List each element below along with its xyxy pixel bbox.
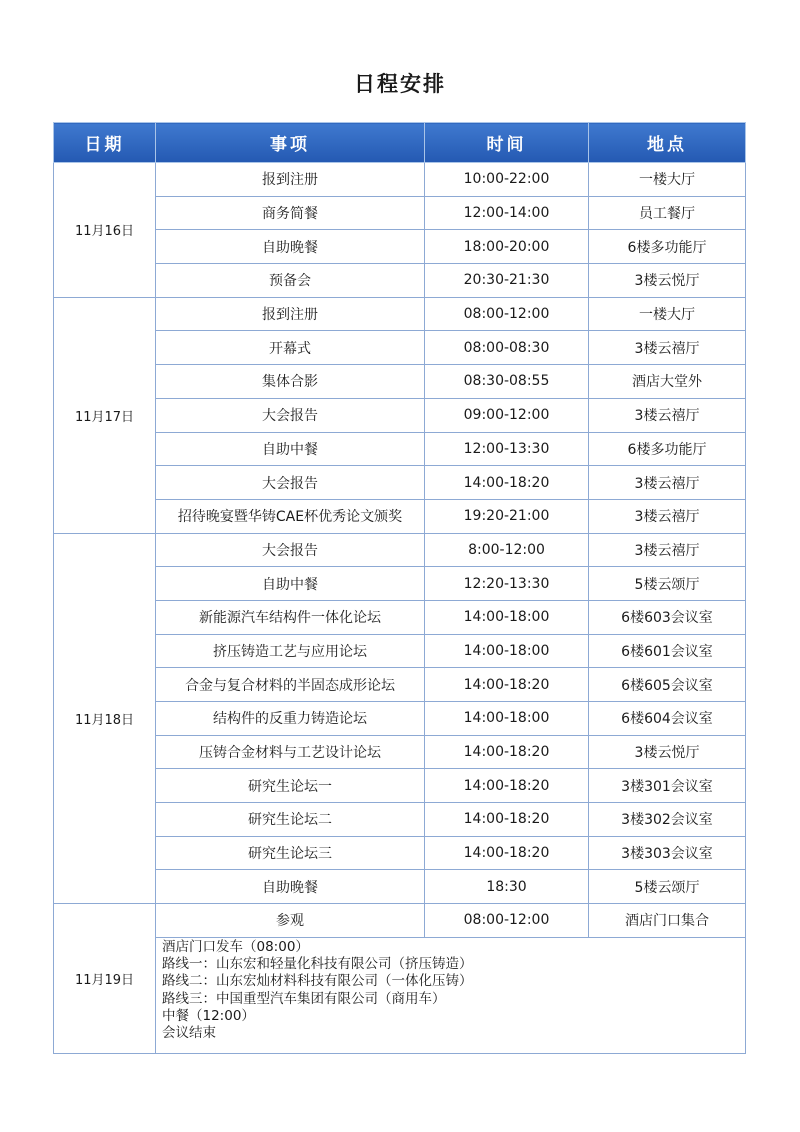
time-cell: 14:00-18:00 bbox=[425, 600, 589, 634]
event-cell: 新能源汽车结构件一体化论坛 bbox=[156, 600, 425, 634]
date-cell: 11月17日 bbox=[54, 297, 156, 533]
table-row bbox=[54, 432, 746, 466]
place-cell: 3楼云悦厅 bbox=[589, 264, 746, 298]
time-cell: 08:00-12:00 bbox=[425, 297, 589, 331]
place-cell: 3楼云禧厅 bbox=[589, 331, 746, 365]
place-cell: 5楼云颂厅 bbox=[589, 567, 746, 601]
note-line: 路线二：山东宏灿材料科技有限公司（一体化压铸） bbox=[162, 973, 473, 990]
date-cell: 11月18日 bbox=[54, 533, 156, 904]
table-row bbox=[54, 466, 746, 500]
event-cell: 合金与复合材料的半固态成形论坛 bbox=[156, 668, 425, 702]
event-cell: 自助晚餐 bbox=[156, 230, 425, 264]
place-cell: 3楼云禧厅 bbox=[589, 533, 746, 567]
table-row bbox=[54, 230, 746, 264]
event-cell: 报到注册 bbox=[156, 163, 425, 197]
table-row bbox=[54, 331, 746, 365]
time-cell: 14:00-18:20 bbox=[425, 668, 589, 702]
time-cell: 20:30-21:30 bbox=[425, 264, 589, 298]
header-time: 时间 bbox=[425, 123, 589, 163]
time-cell: 14:00-18:20 bbox=[425, 803, 589, 837]
time-cell: 14:00-18:20 bbox=[425, 836, 589, 870]
page-title: 日程安排 bbox=[354, 72, 446, 96]
place-cell: 3楼302会议室 bbox=[589, 803, 746, 837]
place-cell: 6楼多功能厅 bbox=[589, 230, 746, 264]
event-cell: 自助中餐 bbox=[156, 567, 425, 601]
place-cell: 6楼603会议室 bbox=[589, 600, 746, 634]
table-row bbox=[54, 702, 746, 736]
time-cell: 12:00-14:00 bbox=[425, 196, 589, 230]
note-line: 路线三：中国重型汽车集团有限公司（商用车） bbox=[162, 990, 446, 1007]
place-cell: 3楼301会议室 bbox=[589, 769, 746, 803]
notes-row bbox=[54, 937, 746, 1053]
event-cell: 研究生论坛一 bbox=[156, 769, 425, 803]
place-cell: 3楼云禧厅 bbox=[589, 499, 746, 533]
time-cell: 14:00-18:00 bbox=[425, 634, 589, 668]
table-row bbox=[54, 600, 746, 634]
table-row bbox=[54, 803, 746, 837]
time-cell: 08:30-08:55 bbox=[425, 365, 589, 399]
time-cell: 10:00-22:00 bbox=[425, 163, 589, 197]
time-cell: 18:30 bbox=[425, 870, 589, 904]
table-row bbox=[54, 398, 746, 432]
header-event: 事项 bbox=[156, 123, 425, 163]
table-row bbox=[54, 365, 746, 399]
note-line: 会议结束 bbox=[162, 1025, 216, 1042]
table-row bbox=[54, 668, 746, 702]
time-cell: 14:00-18:00 bbox=[425, 702, 589, 736]
time-cell: 12:00-13:30 bbox=[425, 432, 589, 466]
place-cell: 6楼604会议室 bbox=[589, 702, 746, 736]
event-cell: 参观 bbox=[156, 904, 425, 938]
event-cell: 挤压铸造工艺与应用论坛 bbox=[156, 634, 425, 668]
event-cell: 商务简餐 bbox=[156, 196, 425, 230]
place-cell: 6楼多功能厅 bbox=[589, 432, 746, 466]
event-cell: 自助中餐 bbox=[156, 432, 425, 466]
time-cell: 19:20-21:00 bbox=[425, 499, 589, 533]
event-cell: 招待晚宴暨华铸CAE杯优秀论文颁奖 bbox=[156, 499, 425, 533]
header-place: 地点 bbox=[589, 123, 746, 163]
table-row bbox=[54, 163, 746, 197]
place-cell: 员工餐厅 bbox=[589, 196, 746, 230]
table-row bbox=[54, 904, 746, 938]
table-row bbox=[54, 634, 746, 668]
time-cell: 14:00-18:20 bbox=[425, 769, 589, 803]
note-line: 酒店门口发车（08:00） bbox=[162, 938, 309, 955]
time-cell: 08:00-12:00 bbox=[425, 904, 589, 938]
place-cell: 3楼303会议室 bbox=[589, 836, 746, 870]
event-cell: 研究生论坛三 bbox=[156, 836, 425, 870]
place-cell: 酒店大堂外 bbox=[589, 365, 746, 399]
note-line: 路线一：山东宏和轻量化科技有限公司（挤压铸造） bbox=[162, 956, 473, 973]
event-cell: 研究生论坛二 bbox=[156, 803, 425, 837]
place-cell: 6楼605会议室 bbox=[589, 668, 746, 702]
time-cell: 14:00-18:20 bbox=[425, 735, 589, 769]
event-cell: 开幕式 bbox=[156, 331, 425, 365]
table-row bbox=[54, 567, 746, 601]
table-row bbox=[54, 870, 746, 904]
header-date: 日期 bbox=[54, 123, 156, 163]
table-row bbox=[54, 735, 746, 769]
table-row bbox=[54, 836, 746, 870]
event-cell: 压铸合金材料与工艺设计论坛 bbox=[156, 735, 425, 769]
schedule-table bbox=[53, 122, 746, 1054]
event-cell: 集体合影 bbox=[156, 365, 425, 399]
event-cell: 预备会 bbox=[156, 264, 425, 298]
table-row bbox=[54, 769, 746, 803]
header-row bbox=[54, 123, 746, 163]
place-cell: 6楼601会议室 bbox=[589, 634, 746, 668]
place-cell: 3楼云禧厅 bbox=[589, 398, 746, 432]
place-cell: 5楼云颂厅 bbox=[589, 870, 746, 904]
schedule-body bbox=[54, 163, 746, 1054]
place-cell: 一楼大厅 bbox=[589, 297, 746, 331]
event-cell: 大会报告 bbox=[156, 533, 425, 567]
table-row bbox=[54, 533, 746, 567]
event-cell: 报到注册 bbox=[156, 297, 425, 331]
time-cell: 18:00-20:00 bbox=[425, 230, 589, 264]
notes-cell bbox=[156, 937, 746, 1053]
place-cell: 酒店门口集合 bbox=[589, 904, 746, 938]
event-cell: 大会报告 bbox=[156, 398, 425, 432]
table-row bbox=[54, 297, 746, 331]
table-row bbox=[54, 499, 746, 533]
time-cell: 09:00-12:00 bbox=[425, 398, 589, 432]
event-cell: 结构件的反重力铸造论坛 bbox=[156, 702, 425, 736]
event-cell: 大会报告 bbox=[156, 466, 425, 500]
time-cell: 12:20-13:30 bbox=[425, 567, 589, 601]
note-line: 中餐（12:00） bbox=[162, 1008, 255, 1024]
date-cell: 11月16日 bbox=[54, 163, 156, 298]
table-row bbox=[54, 264, 746, 298]
date-cell: 11月19日 bbox=[54, 904, 156, 1054]
time-cell: 14:00-18:20 bbox=[425, 466, 589, 500]
place-cell: 3楼云禧厅 bbox=[589, 466, 746, 500]
time-cell: 08:00-08:30 bbox=[425, 331, 589, 365]
place-cell: 一楼大厅 bbox=[589, 163, 746, 197]
event-cell: 自助晚餐 bbox=[156, 870, 425, 904]
table-row bbox=[54, 196, 746, 230]
time-cell: 8:00-12:00 bbox=[425, 533, 589, 567]
place-cell: 3楼云悦厅 bbox=[589, 735, 746, 769]
